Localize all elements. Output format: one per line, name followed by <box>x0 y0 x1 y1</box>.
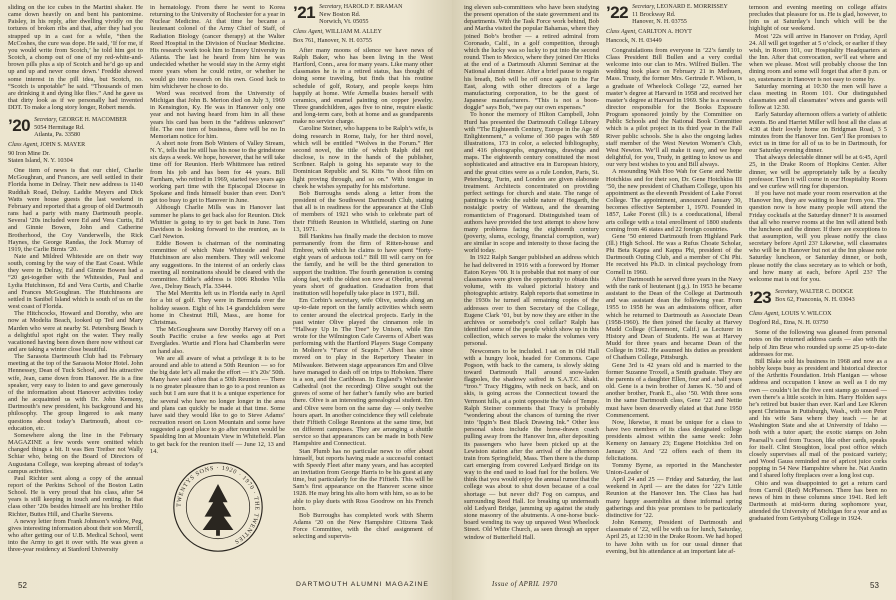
right-column-2 <box>606 4 742 580</box>
class-agent: Class Agent, LOUIS V. WILCOX <box>749 311 832 318</box>
left-column-2 <box>150 4 285 580</box>
col1-body <box>8 167 143 553</box>
paragraph: John Kemeny, President of Dartmouth and classmate of ’22, will be with us for lunch, Saturday, April 25, at 12:30 in the Drake Room. We had hoped to have John with us for our usual dinner that evening, but his attendance at an important late af- <box>606 519 742 555</box>
class-secretary: Secretary, LEONARD E. MORRISSEY <box>632 4 728 10</box>
class-agent: Class Agent, CARLTON A. HOYT <box>606 28 692 35</box>
paragraph: Paul Richter sent along a copy of the annual report of the Perkins School of the Boston Latin School. He is very proud that his class, after 54 years is still keeping in touch and renting. In that class other ’20s besides himself are his brother Hilo Richter, Buttes Hill, and Charlie Stevens. <box>8 474 143 518</box>
paragraph: A resounding Wah Hoo Wah for Gene and Nettie Hotchkiss and for their son, Dr. Gene Hotchkiss III ’50, the new president of Chatham College, upon his appointment as the eleventh President of Lake Forest College. The appointment, announced January 30, becomes effective September 1, 1970. Founded in 1857, Lake Forest (Ill.) is a coeducational, liberal arts college with a total enrollment of 1800 students coming from 46 states and 22 foreign countries. <box>606 168 742 233</box>
paragraph: The Hitchcocks, Howard and Dorothy, who are now at Modelta Beach, looked up Ted and Mary Marden who were at nearby St. Petersburg Beach is a delightful spot right on the water. They really vacationed having been down there now without car and are taking a winter close beautiful. <box>8 310 143 353</box>
class-header-1921 <box>293 4 433 25</box>
paragraph: Some of the following was gleaned from personal notes on the returned address cards — also with the help of Jim Brue who rounded up some 25 up-to-date addresses for me. <box>749 329 887 358</box>
paragraph: Gene 3rd is 42 years old and is married to the former Suzanne Troxell, a Smith graduate. They are the parents of a daughter Ellen, four and a half years old. Gene is a twin brother of James K. ’50 and of another brother, Frank E., also ’50. With three sons in the same Dartmouth class, Gene ’22 and Nettie must have been deservedly elated at that June 1950 Commencement. <box>606 361 742 419</box>
paragraph: Gene ’50 entered Dartmouth from Highland Park (Ill.) High School. He was a Rufus Choate Scholar, Phi Beta Kappa and Kappa Phi, president of the Dartmouth Outing Club, and a member of Chi Phi. He received his Ph.D. in clinical psychology from Cornell in 1960. <box>606 232 742 276</box>
class-header-1923 <box>749 289 887 307</box>
left-column-3 <box>293 4 433 580</box>
class-seal-emblem <box>170 459 266 555</box>
paragraph: Em Corbin’s secretary, wife Olive, sends along an up-to-date report on the family activities which seem to center around the electrical projects. Early in the past winter Olive played the cinnamon role in “Hallway Up In The Tree” by Unison, while Em wrote for the Wilmington Cafe Caverns of Albert was performing with the Hartford Players Stage Company in Moliere’s “Farce of Scapin.” Albert has since moved on to play in the Repertory Theater in Milwaukee. Between stage appearances Em and Olive have managed to dash off on trips to Hoboken. There is a son, and the Caribbean. In England’s Winchester Cathedral (not the recording) Olive sought out the graves of some of her father’s family who are buried there. Olive is an interesting genealogical student. Em and Olive were born on the same day — only twelve hours apart. In another coincidence they will celebrate their Fiftieth College Reunions at the same time, but on different campuses. They are arranging a shuttle service so that appearances can be made in both New Hampshire and Connecticut. <box>293 297 433 448</box>
paragraph: We are all aware of what a privilege it is to be around and able to attend a 50th Reunion — so for the big date let’s all make the effort — it’s 20s’ 50th. Many have said often that a 50th Reunion — There is no greater pleasure than to go to a post reunion as such but I am sure that it is a unique experience for the several who have no longer longer in the area and plans can quickly be made at that time. Some have said they would like to go to Steve Adams’ recreation resort on Loon Mountain and some have suggested a good place to go after reunion would be Spaulding Inn at Mountain View in Whitefield. Plan to get back for the reunion itself — June 12, 13 and 14. <box>150 354 285 455</box>
right-column-1 <box>464 4 599 580</box>
paragraph: Word was received from the University of Michigan that John B. Merion died on July 3, 1969 in Kensington, Ky. He was in Hanover only one year and not having heard from him in all these years his card has been in the “address unknown” file. The one item of business, there will be no In Memoriam notice for him. <box>150 89 285 140</box>
secretary-address: New Boston Rd. Norwich, Vt. 05055 <box>319 10 369 25</box>
class-year: ’20 <box>8 117 31 136</box>
paragraph: April 24 and 25 — Friday and Saturday, the last weekend in April — are the dates for ’22’s Little Reunion at the Hanover Inn. The Class has had many happy assemblies at these informal spring gatherings and this year promises to be particularly distinctive for ’22. <box>606 476 742 519</box>
class-year: ’21 <box>293 4 316 22</box>
paragraph: Congratulations from everyone in ’22’s family to Class President Bill Bullen and a very cordial welcome into our clan to Mrs. Wilfred Bullen. The wedding took place on February 21 in Methuen, Mass. Trusty, the former Mrs. Gertrude F. Wilson, is a graduate of Wheelock College ’22, earned her master’s degree at Harvard in 1958 and received her master’s degree at Harvard in 1969. She is a research director responsible for the Books Exposure Program sponsored jointly by the Committee on Public Schools and the National Book Committee which is a pilot project in its third year in the Fall River public schools. She is also the ongoing ladies staff member of the West Newton Women’s Club, West Newton. We’ll all make it easy, and we hope delightful, for you, Trudy, in getting to know us and our very best wishes to you and Bill always. <box>606 46 742 169</box>
paragraph: Early Saturday afternoon offers a variety of athletic events. Bo and Harriet Miller will host all the class at 4:30 at their lovely home on Bridgman Road, 3 5 minutes from the Hanover Inn. Gen’l Ike promises to evict us in time for all of us to be in Dartmouth, for our Saturday evening dinner. <box>749 111 887 155</box>
class-header-1920 <box>8 117 143 138</box>
secretary-address: 5054 Hermitage Rd. Atlanta, Pa. 33580 <box>34 123 85 138</box>
class-secretary: Secretary, HAROLD F. BRAMAN <box>319 4 403 10</box>
left-column-1 <box>8 4 143 580</box>
paragraph: sliding on the ice cubes in the Martini shaker. He came down heavily on and bent his pantomime. Paisley, in his reply, after dwelling vividly on the tortures of broken ribs and that, after they had you strapped up in a cast for a while, “then the McCoshes, the cure was dope. He said, ‘If for me, if you would write from Scotch,’ he told him got to Scotch, a chomp out of one of my red-white-and-brown pills plus a sip of Scotch and he’d go up and up and up and never come down.’ Freddie showed some interest in the pill idea, but Scotch, no. “Scotch is unpotable” he said. “Thousands of men are drinking it and dying like flies.” And he gave us that dirty look as if we personally had invented DDT. To make a long story longer, Robert mends. <box>8 4 143 112</box>
paragraph: Ohio and was disappointed to get a return card from Carroll (Red) McPherson. There has been no news of him in these columns since 1941. Red left Dartmouth at mid-term during sophomore year, attended the University of Michigan for a year and as graduated from Gettysburg College in 1924. <box>749 479 887 523</box>
paragraph: Although Charlie Mills was in Hanover last summer he plans to get back also for Reunion. Dick Whittier is going to try to get back in June. Tom Davidson is looking forward to the reunion, as is Carl Newton. <box>150 204 285 240</box>
r-col1-body <box>464 4 599 541</box>
paragraph: The Sarasota Dartmouth Club had its February meeting at the top of the Sarasota Motor Hotel. John Hennessey, Dean of Tuck School, and his attractive wife, Jean, came down from Hanover. He is a fine speaker, very easy to listen to and gave generously of the information about Hanover activities today and he acquainted us with Dr. John Kemeny, Dartmouth’s new president, his background and his philosophy. The group lingered to ask many questions about today’s Dartmouth, about co-education, etc. <box>8 353 143 432</box>
paragraph: Nate and Mildred Whiteside are on their way south, coming by the way of the East Coast. While they were in Delray, Ed and Ginnie Bowen had a “20 get-together with the Whitesides, Paul and Lydia Hutchinson, Ed and Vera Curtis, and Charlie and Frances McGoughran. The Hutchinsons are settled in Sanibel Island which is south of us on the west coast of Florida. <box>8 252 143 311</box>
paragraph: Somewhere along the line in the February MAGAZINE a few words were omitted which changed things a bit. It was Ben Treiber not Wally Schiar who, being on the Board of Directors of Augustana College, was keeping abreast of today’s campus activities. <box>8 431 143 475</box>
paragraph: That always delectable dinner will be at 6:45, April 25, in the Drake Room of Hopkins Center. After dinner, we will be appropriately talk by a faculty professor. Then it will come in our Hospitality Room and we curfew will ring for dispersion. <box>749 154 887 190</box>
class-secretary: Secretary, GEORGE H. MACOMBER <box>34 117 127 124</box>
class-secretary: Secretary, WALTER C. DODGE <box>775 289 853 296</box>
r-col3-top <box>749 4 887 283</box>
issue-footer: Issue of APRIL 1970 <box>492 581 558 588</box>
paragraph: Saturday morning at 10:30 the men will have a class meeting in Room 101. Our distinguished classmates and all classmates’ wives and guests will follow at 12:30. <box>749 82 887 112</box>
paragraph: Caroline Steiner, who happens to be Ralph’s wife, is doing research in Rome, Italy, for her third novel, which will be entitled “Wolves in the Forum.” Her second novel, the title of which Ralph did not disclose, is now in the hands of the publisher, Scribner. Ralph is going his separate way to the Dominican Republic and St. Kitts “to shoot film on light proving through, and so on.” With tongue in cheek he wishes sympathy for his misfortune. <box>293 125 433 190</box>
agent-address: 90 Iron Mine Dr. Staten Island, N. Y. 10304 <box>8 150 73 165</box>
paragraph: If you have not made your room reservation at the Hanover Inn, they are waiting to hear from you. The question now is how many people will attend the Friday cocktails at the Saturday dinner? It is assumed that all who reserve rooms at the Inn will attend both the luncheon and the dinner. If there are exceptions to that assumption, will you please notify the class secretary before April 23? Likewise, will classmates who will be in Hanover but not at the Inn please note Saturday luncheon, or Saturday dinner, or both, please notify the class secretary as to which or both, and how many at each, before April 23? The welcome mat is out for you. <box>749 190 887 283</box>
paragraph: Eddie Bowen is chairman of the nominating committee of which Nate Whiteside and Paul Hutchinson are also members. They will welcome any suggestions. In the interest of an orderly class meeting all nominations should be cleared with the committee. Eddie’s address is 1006 Rhodes Villa Ave., Delray Beach, Fla. 33444. <box>150 240 285 291</box>
paragraph: In 1922 Ralph Sanger published an address which he had delivered in 1916 with a foreword by Homer Eaton Keyes ’00. It is probable that not many of our classmates were given the opportunity to obtain this volume, with its valued pictorial history and photographic artistry. Ralph reports that sometime in the 1930s he turned all remaining copies of the addresses over to then Secretary of the College, Eugene Clark ’01, but by now they are either in the archives or somebody’s cool cellar? Ralph has identified some of the people which show up in this collection, which serves to make the volumes very personal. <box>464 254 599 348</box>
r-col2-body <box>606 47 742 555</box>
col2-body <box>150 4 285 455</box>
paragraph: Now, likewise, it must be unique for a class to have two members of its class designated college presidents almost within the same week: John Kemeny on January 23; Eugene Hotchkiss 3rd on January 30. And ’22 offers each of them its felicitations. <box>606 418 742 462</box>
paragraph: Newcomers to be included. I sat on in Old Hall with a hungry look, headed for Commons. Cape Pogson, with back to the camera, is slowly skiing toward Dartmouth Hall around snow-laden flagpoles, the shadowy ssifred in S.A.T.C. khaki. “troo.” Tracy Higgins, with neck on back, and on skis, is going across the Connecticut toward the Vermont hills, at a point opposite the Vale of Tempe. Ralph Steiner comments that Tracy is probably “wondering about the chances of turning the river into ‘Ipgin’s Best Black Drawing Ink.” Other less personal shots include the horse-drawn coach pulling away from the Hanover Inn, after depositing its passengers who have been picked up at the Lewiston station after the arrival of the afternoon train from Springfield, Mass. Then there is the dump cart emerging from covered Ledyard Bridge on its way to the end used to load fuel for the boilers. We think that you would enjoy the annual rumor that the college was about to shut down because of a coal shortage — but never did? Fog on campus, and surrounding Reed Hall. Ice breaking up underneath old Ledyard Bridge, jamming up against the study stone masonry of the abutments. A one-horse buck-board wending its way up unpaved West Wheelock Street. Old White Church, as seen through an upper window of Butterfield Hall. <box>464 347 599 541</box>
paragraph: Bill Hankins has finally made the decision to move permanently from the firm of Ritten-house and Embree, with which he claims to have spent “forty-eight years of arduous toil.” Bill III will carry on for the family, and he will be the third generation to support the tradition. The fourth generation is coming along fast, with the oldest son now at Oberlin, several years short of graduation. Graduation from that institution will hopefully take place in 1971, Bill. <box>293 232 433 298</box>
paragraph: The Mel Merritts left us in Florida early in April for a bit of golf. They were in Bermuda over the holiday season. Eight of his 14 grandchildren were home in Chestnut Hill, Mass., are home for Christmas. <box>150 290 285 326</box>
col3-body <box>293 47 433 541</box>
agent-address: Dogford Rd., Etna, N. H. 03750 <box>749 319 829 327</box>
paragraph: ternoon and evening meeting on college affairs precludes that pleasure for us. He is glad, however, to join us at Saturday’s lunch which will be the highlight of our weekend. <box>749 4 887 33</box>
class-year: ’22 <box>606 4 629 22</box>
right-column-3 <box>749 4 887 580</box>
secretary-address: Box 62, Franconia, N. H. 03043 <box>775 295 855 303</box>
class-agent: Class Agent, WILLIAM M. ALLEY <box>293 28 382 35</box>
paragraph: ing eleven sub-committees who have been studying the present operation of the state government and its departments. With the Task Force work behind, Bob and Martha visited the popular Bahamas, where they joined Bob’s brother — a retired admiral from Coronado, Calif., in a golf competition, through which the lucky was so lucky to put into the second round. Then to Mexico, where they joined Orr Hicks at the end of a Dartmouth Alumni Seminar at the National alumni dinner. After a brief pause to regain his breath, Bob will be off once again to the Far East, along with other directors of a large manufacturing corporation, to be the guest of Japanese manufacturers. “This is not a boon-doggle” says Bob, “we pay our own expenses.” <box>464 4 599 112</box>
paragraph: A newsy letter from Frank Johnson’s widow, Peg, gives interesting information about their son Merrill, who after getting our of U.B. Medical School, went into the Army to get it over with. He was given a three-year residency at Stanford University <box>8 517 143 554</box>
tree-trunk <box>216 530 220 536</box>
secretary-address: 11 Brockway Rd. Hanover, N. H. 03755 <box>632 10 687 25</box>
paragraph: The McGougheans saw Dorothy Harvey off on a South Pacific cruise a few weeks ago at Port Everglades. Wurtie and Flora had Chamberlin were on hand also. <box>150 326 285 355</box>
paragraph: After many moons of silence we have news of Ralph Baker, who has been living in the West Hartford, Conn., area for many years. Like many other classmates he is in a retired status, has thought of doing some traveling, but finds that his routine schedule of golf, Rotary, and people keeps him happily at home. Wife Armella busies herself with ceramics, and enamel painting on copper jewelry. Three grandchildren, ages five to nine, require elastic and long-term care, both at home and as grandparents make no service charge. <box>293 46 433 126</box>
agent-address: Box 761, Hanover, N. H. 03755 <box>293 36 372 44</box>
seal-ring-text: TWENTYS SONS · 1920 · 1970 · THE TWENTIES <box>176 465 260 545</box>
right-page <box>452 0 896 600</box>
agent-address: Hancock, N. H. 03449 <box>606 36 662 44</box>
paragraph: Tommy Byrne, as reported in the Manchester Union-Leader of <box>606 461 742 476</box>
paragraph: To honor the memory of Hilton Campbell, John Hurd has presented the Dartmouth College Library with “The Eighteenth Century, Europe in the Age of Enlightenment,” a volume of 360 pages with 589 illustrations, 173 in color, a selected bibliography, and 416 photographs, engravings, drawings and maps. The eighteenth century constituted the most sophisticated and attractive era in European history, and the great cities were as a rule London, Paris, St. Petersburg, Turin, and London are given elaborate treatment. Architects concentrated on providing perfect settings for church and state. The range of paintings is wide: the subtle nature of Hogarth, the nostalgic poetry of Watteau, and the dreaming romanticism of Fragonard. Distinguished team of authors have provided the text attempt to show how many problems facing the eighteenth century (poverty, slums, ecology, financial corruption, war) are similar in scope and intensity to those facing the world today. <box>464 111 599 255</box>
class-year: ’23 <box>749 289 772 308</box>
page-number: 52 <box>18 581 27 590</box>
page-number: 53 <box>870 581 879 590</box>
paragraph: One item of news is that our chief, Charlie McGoughran, and Frances, are well settled in their Florida home in Delray. Their new address is 1140 Ruddiah Road, Delray. Laddie Meyers and Dick Watts were house guests the last weekend in February and reported that a group of old Dartmouth rans had a party with many Dartmouth people. Several ’20s included were Ed and Vera Curtis, Ed and Ginnie Bowen, John and Catherine Brotherhood, the Coy Vanderwells, the Rick Haynes, the George Randas, the Jock Murray of 1919, the Carlie Birnts ’20. <box>8 167 143 253</box>
paragraph: Bill Blake sold his business in 1968 and now as a hobby keeps busy as president and historical director of the Arthritis Foundation. Irish Flanigan — whose address and occupation I know as well as I do my own — couldn’t let the five cent stamp go unused — even there’s a little scotch in him. Harry Holden says he’s retired but busier than ever. Karl and Lee Kleren spent Christmas in Puttsburgh, Wash., with son Peter and his wife Sara where they teach — he at Washington State and she at University of Idaho — both with a tutor apart; the exotic stamps on John Pearsall’s card from Tucson, like other cards, speaks for itself. Clint Stoughton, local post office which closely supervises all mail of the postcard variety; and Wood Gauss reminded me of apricot juice corks popping in 54 New Hampshire where he. Nat Austin and I shared lofty fireplaces over a long lost cup. <box>749 357 887 480</box>
pine-tree-icon <box>202 484 233 530</box>
paragraph: Bob Burroughs sends along a letter from the president of the Southwest Dartmouth Club, stating that all is in readiness for the appearance at the Club of members of 1921 who wish to celebrate part of their Fiftieth Reunion in Whitfield, starting on June 13, 1971. <box>293 189 433 233</box>
paragraph: Stan Plumb has no particular news to offer about himself, but reports having made a successful contact with Speedy Fleet after many years, and has accepted an invitation from George Harris to be his guest at any time, but particularly for the the Fiftieth. This will be Sam’s first appearance on the Hanover scene since 1928. He may bring his alto horn with him, so as to be able to play duets with Ross Goodrow on his French horn. <box>293 447 433 512</box>
paragraph: A short note from Bob Winters of Valley Stream, N. Y., tells that he still has his nose to the grindstone six days a week. We hope, however, that he will take time off for Reunion. Herb Whittmore has retired from his job and has been for 44 years. Bill Farnham, who retired in 1969, started two years ago working part time with the Episcopal Diocese in Spokane and finds himself busier than ever. Don’t get too busy to get to Hanover in June. <box>150 139 285 205</box>
magazine-title-footer: DARTMOUTH ALUMNI MAGAZINE <box>296 581 429 588</box>
r-col3-body <box>749 329 887 522</box>
paragraph: in hematology. From there he went to Korea returning to the University of Rochester for a year in Nuclear Medicine. At that time he became a lieutenant colonel of the Army Chief of Staff, of Radiation Biology (cancer therapy) at the Walter Reed Hospital in the Division of Nuclear Medicine. His research work took him to Emory University in Atlanta. The last he heard from him he was undecided whether he would stay in the Army eight more years when he could retire, or whether he would go into research on his own. Good luck to him whichever he chose to do. <box>150 4 285 90</box>
paragraph: Most ’22s will arrive in Hanover on Friday, April 24. All will get together at 5 o’clock, or earlier if they wish, in Room 101, our Hospitality Headquarters at the Inn. After that convocation, we’ll eat where and when we please. Most will probably choose the Inn dining room and some will forget that after 8 p.m. or so, sustenance in Hanover is not easy to come by. <box>749 32 887 83</box>
paragraph: After Dartmouth he served three years in the Navy with the rank of lieutenant (j.g.). In 1953 he became assistant to the Dean of the College at Dartmouth and was assistant dean the following year. From 1955 to 1958 he was an admissions officer, after which he returned to Dartmouth as Associate Dean (1958-1960). He then joined the faculty at Harvey Mudd College (Claremont, Calif.) as Lecturer in History and Dean of Students. He was at Harvey Mudd for three years and became Dean of the College in 1962. He assumed his duties as president of Chatham College, Pittsburgh. <box>606 275 742 362</box>
paragraph: Bob Burroughs has completed work with Sherm Adams ’20 on the New Hampshire Citizens Task Force Committee, with the chief assignment of selecting and supervis- <box>293 511 433 541</box>
col1-top-text <box>8 4 143 111</box>
class-header-1922 <box>606 4 742 25</box>
class-agent: Class Agent, JOHN S. MAYER <box>8 141 86 148</box>
